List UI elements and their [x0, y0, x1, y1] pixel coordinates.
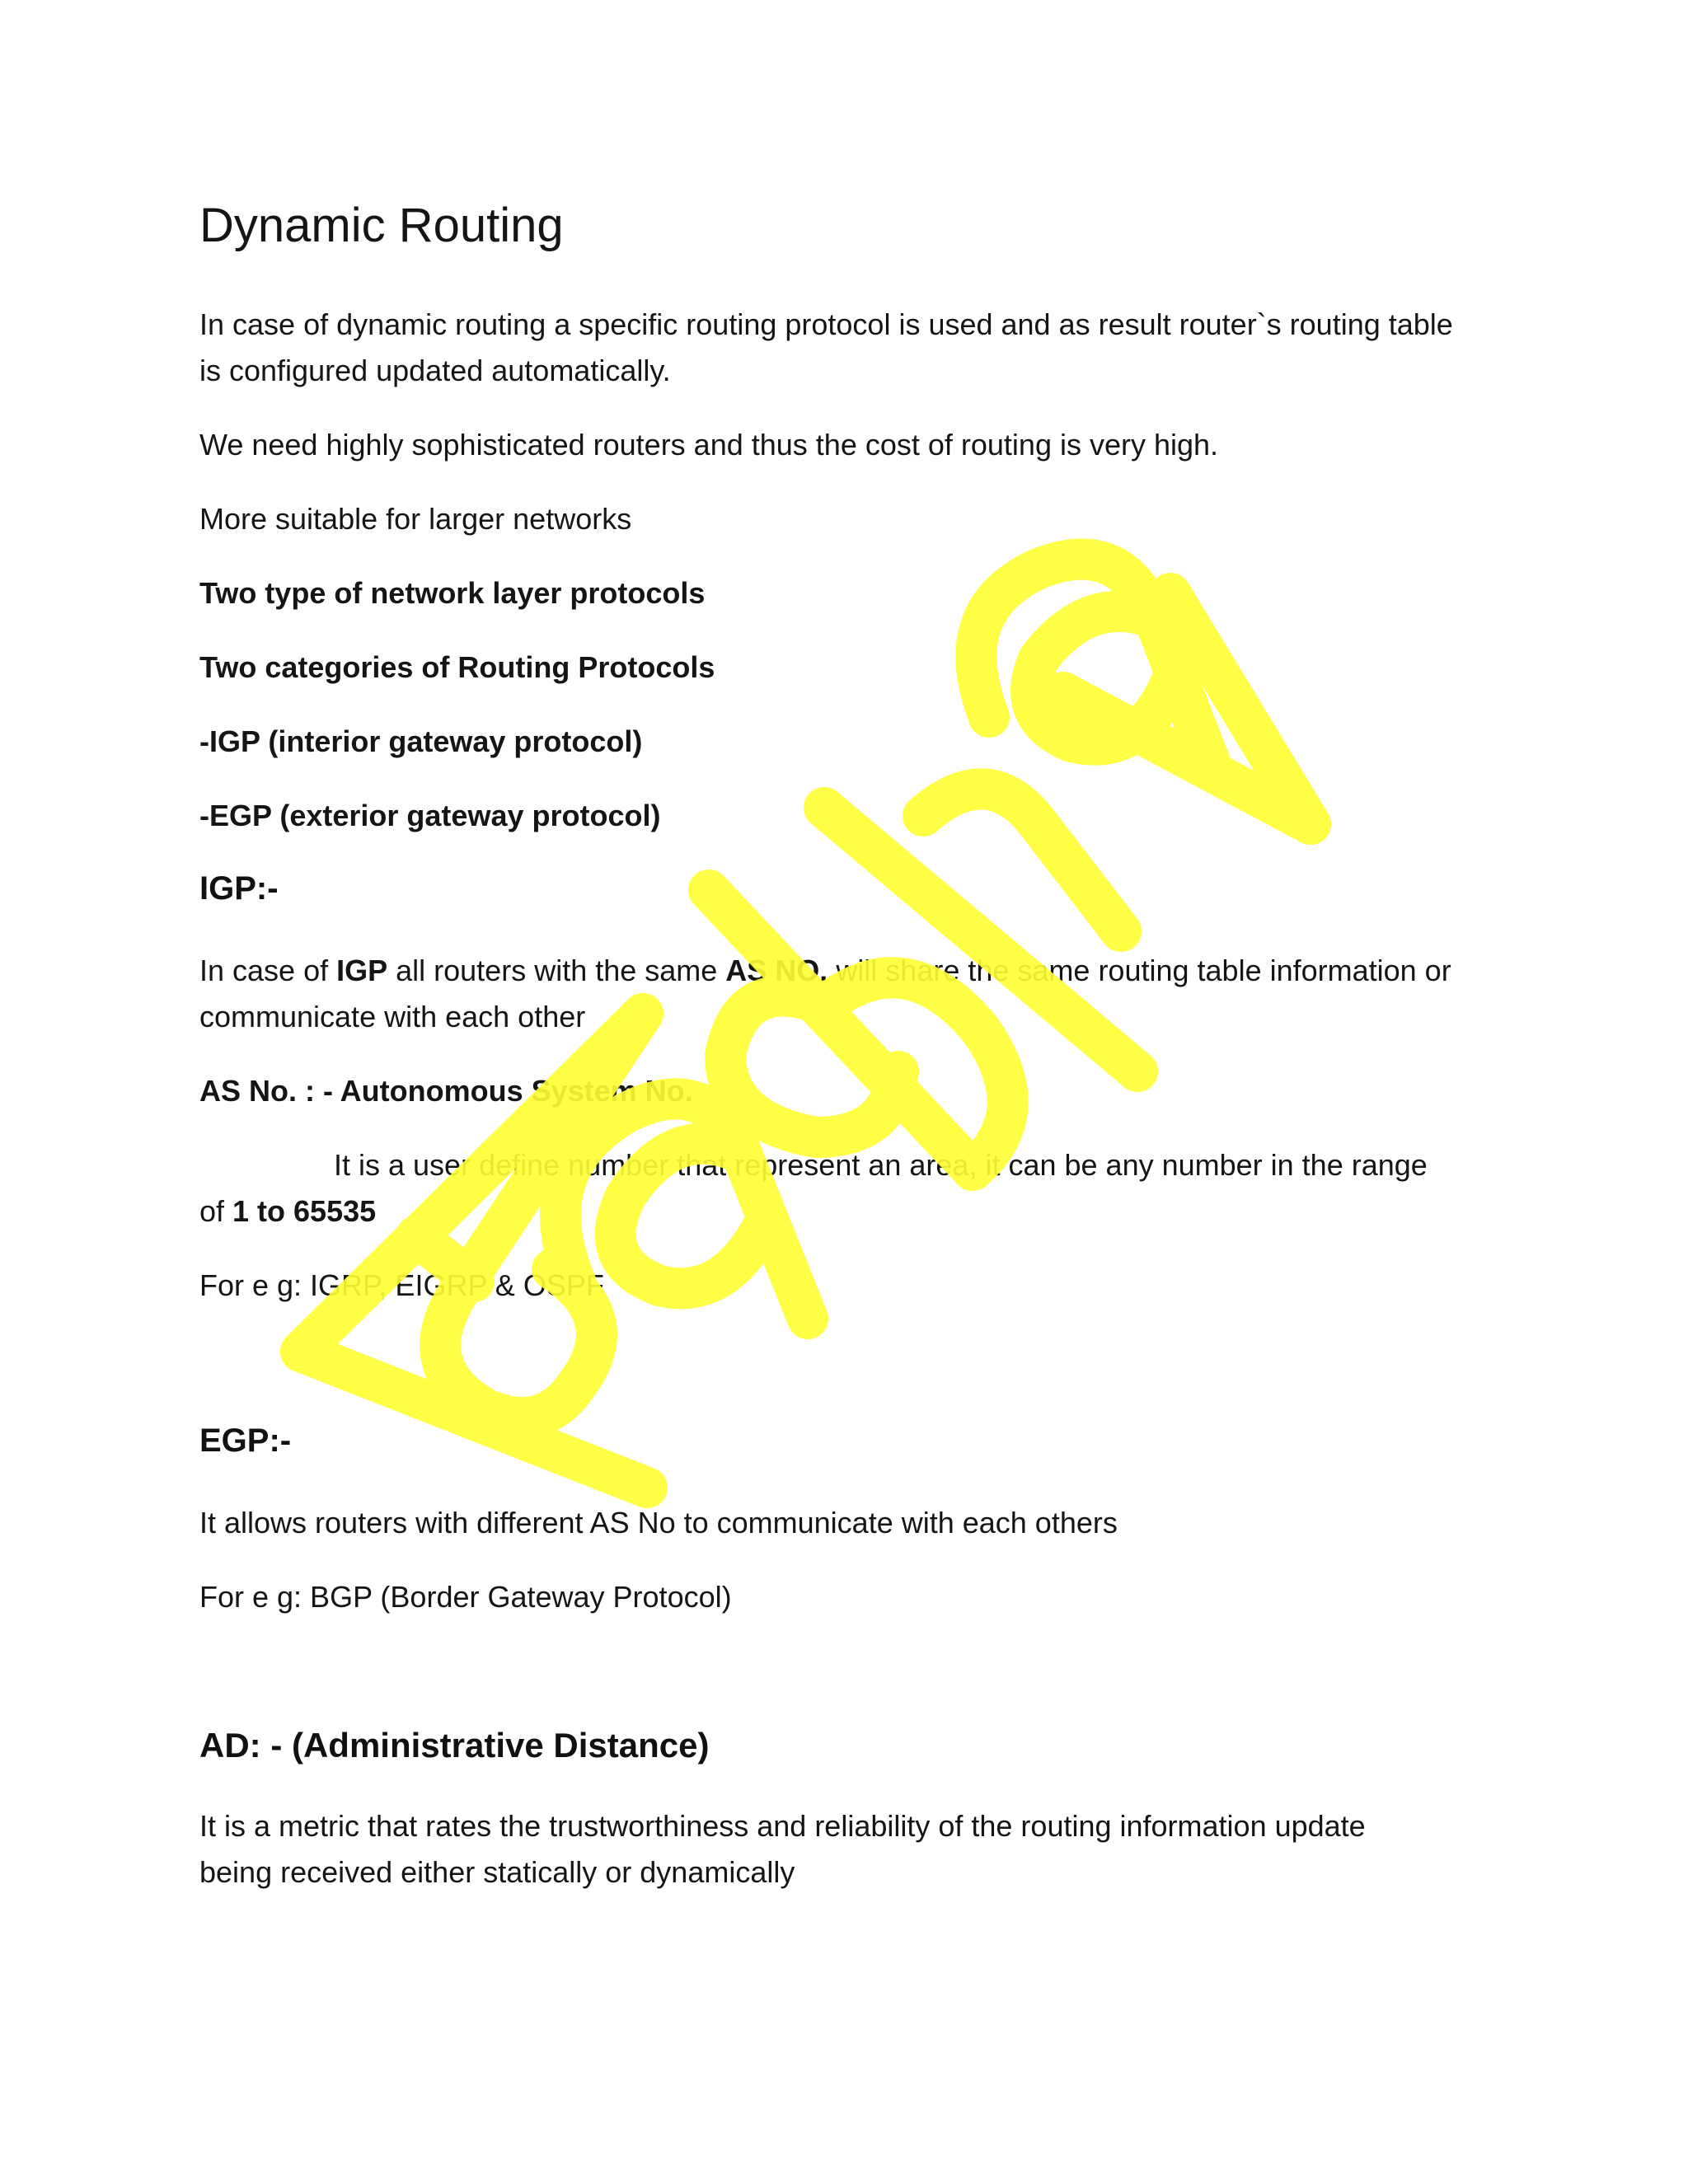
paragraph-dynamic-routing-line1: In case of dynamic routing a specific routing protocol is used and as result router`s routing table: [199, 307, 1453, 341]
as-number-heading: AS No. : - Autonomous System No.: [199, 1074, 693, 1108]
paragraph-suitability: More suitable for larger networks: [199, 502, 632, 536]
bold-network-layer-protocols: Two type of network layer protocols: [199, 576, 706, 610]
paragraph-dynamic-routing-line2: is configured updated automatically.: [199, 354, 671, 387]
ad-heading: AD: - (Administrative Distance): [199, 1726, 710, 1765]
egp-paragraph: It allows routers with different AS No to communicate with each others: [199, 1506, 1118, 1540]
bold-igp-item: -IGP (interior gateway protocol): [199, 724, 643, 758]
as-range-value: 1 to 65535: [232, 1194, 377, 1228]
igp-text-a: In case of: [199, 954, 337, 987]
ad-paragraph-line1: It is a metric that rates the trustworthiness and reliability of the routing information update: [199, 1809, 1366, 1843]
as-range-prefix: of: [199, 1194, 233, 1228]
igp-heading: IGP:-: [199, 870, 279, 907]
page-title: Dynamic Routing: [199, 199, 564, 252]
paragraph-cost: We need highly sophisticated routers and thus the cost of routing is very high.: [199, 428, 1219, 462]
egp-heading: EGP:-: [199, 1422, 292, 1459]
igp-text-c: all routers with the same: [387, 954, 726, 987]
igp-paragraph-line1: [199, 948, 1451, 994]
as-description-line2: [199, 1188, 376, 1235]
igp-text-e: will share the same routing table information or: [828, 954, 1451, 987]
bold-routing-categories: Two categories of Routing Protocols: [199, 650, 715, 684]
igp-text-b: IGP: [336, 954, 388, 987]
ad-paragraph-line2: being received either statically or dynamically: [199, 1855, 795, 1889]
igp-text-d: AS NO.: [725, 954, 828, 987]
egp-example: For e g: BGP (Border Gateway Protocol): [199, 1580, 732, 1614]
igp-example: For e g: IGRP, EIGRP & OSPF: [199, 1268, 604, 1302]
as-description-line1: It is a user define number that represent an area, it can be any number in the range: [334, 1148, 1428, 1182]
bold-egp-item: -EGP (exterior gateway protocol): [199, 799, 661, 832]
igp-paragraph-line2: communicate with each other: [199, 1000, 586, 1033]
